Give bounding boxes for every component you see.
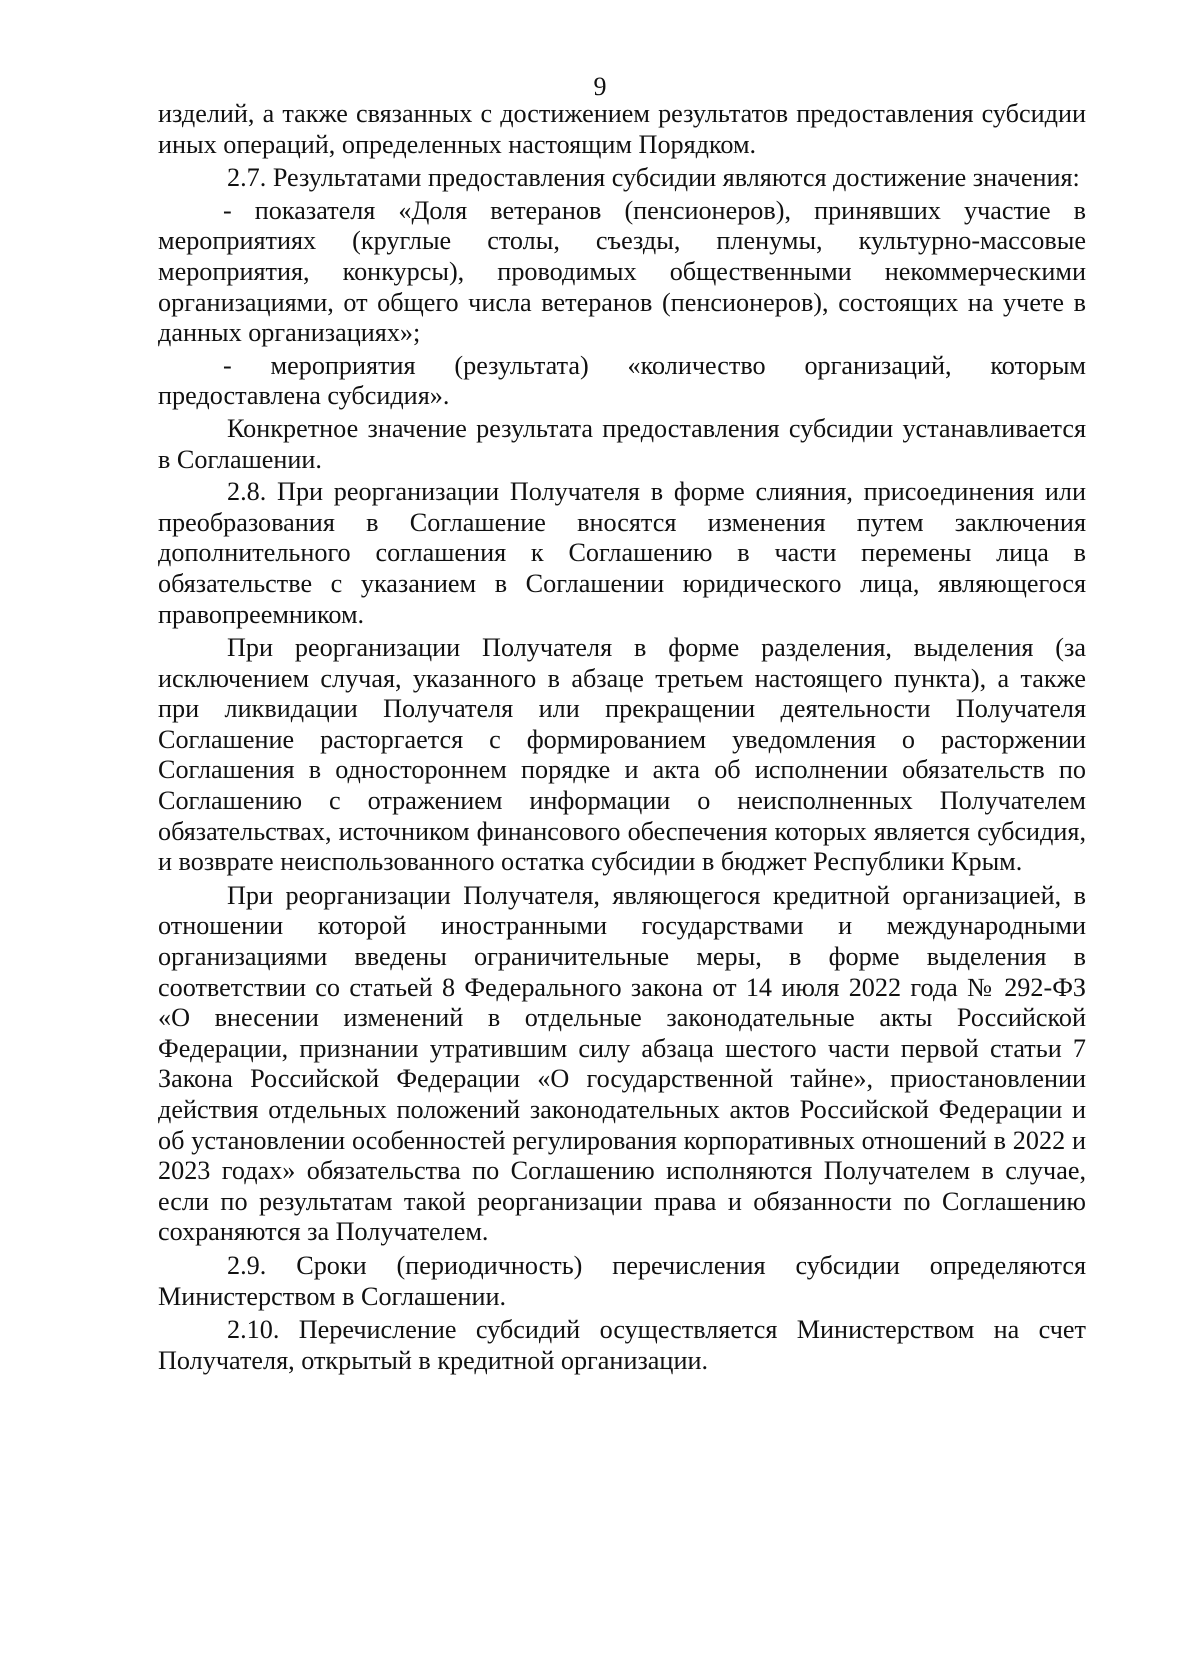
page-number: 9	[593, 72, 607, 101]
paragraph-2-8: 2.8. При реорганизации Получателя в форме слияния, присоединения или преобразования в Соглашение вносятся изменения путем заключения дополнительного соглашения к Соглашению в части перемены лица в обязательстве с указанием в Соглашении юридического лица, являющегося правопреемником.	[158, 477, 1086, 629]
paragraph-specific-value: Конкретное значение результата предоставления субсидии устанавливается в Соглашении.	[158, 413, 1086, 474]
paragraph-indicator-bullet: - показателя «Доля ветеранов (пенсионеров), принявших участие в мероприятиях (круглые столы, съезды, пленумы, культурно-массовые мероприятия, конкурсы), проводимых общественными некоммерческими организациями, от общего числа ветеранов (пенсионеров), состоящих на учете в данных организациях»;	[158, 195, 1086, 348]
paragraph-continuation: изделий, а также связанных с достижением результатов предоставления субсидии иных операций, определенных настоящим Порядком.	[158, 99, 1086, 159]
paragraph-2-9: 2.9. Сроки (периодичность) перечисления субсидии определяются Министерством в Соглашении.	[158, 1250, 1086, 1311]
paragraph-reorganization-credit-org: При реорганизации Получателя, являющегося кредитной организацией, в отношении которой иностранными государствами и международными организациями введены ограничительные меры, в форме выделения в соответствии со статьей 8 Федерального закона от 14 июля 2022 года № 292-ФЗ «О внесении изменений в отдельные законодательные акты Российской Федерации, признании утратившим силу абзаца шестого части первой статьи 7 Закона Российской Федерации «О государственной тайне», приостановлении действия отдельных положений законодательных актов Российской Федерации и об установлении особенностей регулирования корпоративных отношений в 2022 и 2023 годах» обязательства по Соглашению исполняются Получателем в случае, если по результатам такой реорганизации права и обязанности по Соглашению сохраняются за Получателем.	[158, 880, 1086, 1247]
paragraph-2-7: 2.7. Результатами предоставления субсидии являются достижение значения:	[227, 163, 1080, 193]
document-body	[158, 99, 1086, 1376]
paragraph-result-bullet: - мероприятия (результата) «количество организаций, которым предоставлена субсидия».	[158, 350, 1086, 411]
paragraph-reorganization-separation: При реорганизации Получателя в форме разделения, выделения (за исключением случая, указанного в абзаце третьем настоящего пункта), а также при ликвидации Получателя или прекращении деятельности Получателя Соглашение расторгается с формированием уведомления о расторжении Соглашения в одностороннем порядке и акта об исполнении обязательств по Соглашению с отражением информации о неисполненных Получателем обязательствах, источником финансового обеспечения которых является субсидия, и возврате неиспользованного остатка субсидии в бюджет Республики Крым.	[158, 633, 1086, 877]
paragraph-2-10: 2.10. Перечисление субсидий осуществляется Министерством на счет Получателя, открытый в кредитной организации.	[158, 1315, 1086, 1375]
